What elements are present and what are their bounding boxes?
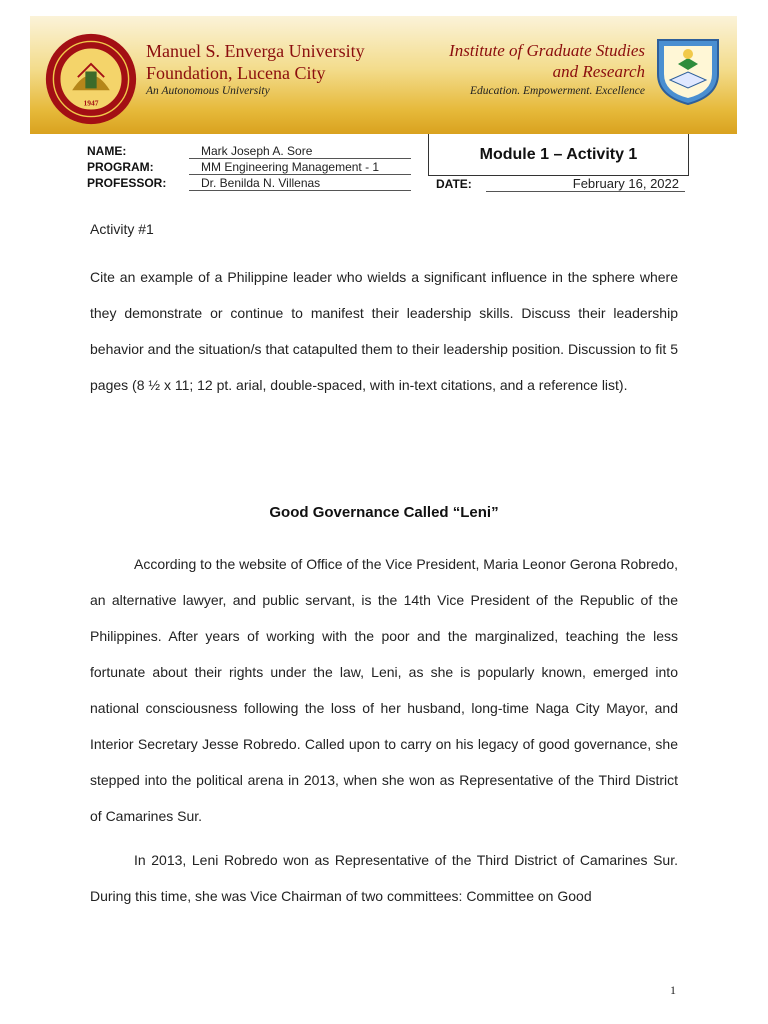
graduate-school-emblem-icon bbox=[654, 34, 722, 106]
essay-heading: Good Governance Called “Leni” bbox=[269, 504, 499, 521]
date-label: DATE: bbox=[436, 177, 472, 191]
institute-name-block bbox=[449, 40, 645, 97]
name-label: NAME: bbox=[87, 144, 127, 158]
program-label: PROGRAM: bbox=[87, 160, 154, 174]
professor-value: Dr. Benilda N. Villenas bbox=[189, 176, 411, 191]
professor-label: PROFESSOR: bbox=[87, 176, 167, 190]
program-value: MM Engineering Management - 1 bbox=[189, 160, 411, 175]
university-name-block bbox=[146, 40, 365, 97]
page-number: 1 bbox=[670, 983, 676, 997]
university-name-line1: Manuel S. Enverga University bbox=[146, 41, 365, 61]
module-title: Module 1 – Activity 1 bbox=[428, 134, 689, 176]
institute-name-line2: and Research bbox=[552, 62, 645, 81]
seal-year: 1947 bbox=[83, 98, 99, 108]
institute-name-line1: Institute of Graduate Studies bbox=[449, 41, 645, 60]
essay-paragraph-2: In 2013, Leni Robredo won as Representative of the Third District of Camarines Sur. During this time, she was Vice Chairman of two committees: Committee on Good bbox=[90, 852, 678, 904]
activity-title: Activity #1 bbox=[90, 221, 154, 237]
date-value: February 16, 2022 bbox=[486, 176, 685, 192]
name-value: Mark Joseph A. Sore bbox=[189, 144, 411, 159]
activity-prompt: Cite an example of a Philippine leader who wields a significant influence in the sphere where they demonstrate or continue to manifest their leadership skills. Discuss their leadership behavior and the situation/s that catapulted them to their leadership position. Discussion to fit 5 pages (8 ½ x 11; 12 pt. arial, double-spaced, with in-text citations, and a reference list). bbox=[90, 269, 678, 393]
university-name-line2: Foundation, Lucena City bbox=[146, 63, 326, 83]
university-tagline: An Autonomous University bbox=[146, 85, 270, 97]
university-seal-icon bbox=[44, 32, 138, 126]
essay-paragraph-1: According to the website of Office of the Vice President, Maria Leonor Gerona Robredo, an alternative lawyer, and public servant, is the 14th Vice President of the Republic of the Philippines. After years of working with the poor and the marginalized, teaching the less fortunate about their rights under the law, Leni, as she is popularly known, emerged into national consciousness following the loss of her husband, long-time Naga City Mayor, and Interior Secretary Jesse Robredo. Called upon to carry on his legacy of good governance, she stepped into the political arena in 2013, when she won as Representative of the Third District of Camarines Sur. bbox=[90, 556, 678, 824]
institute-tagline: Education. Empowerment. Excellence bbox=[470, 85, 645, 97]
